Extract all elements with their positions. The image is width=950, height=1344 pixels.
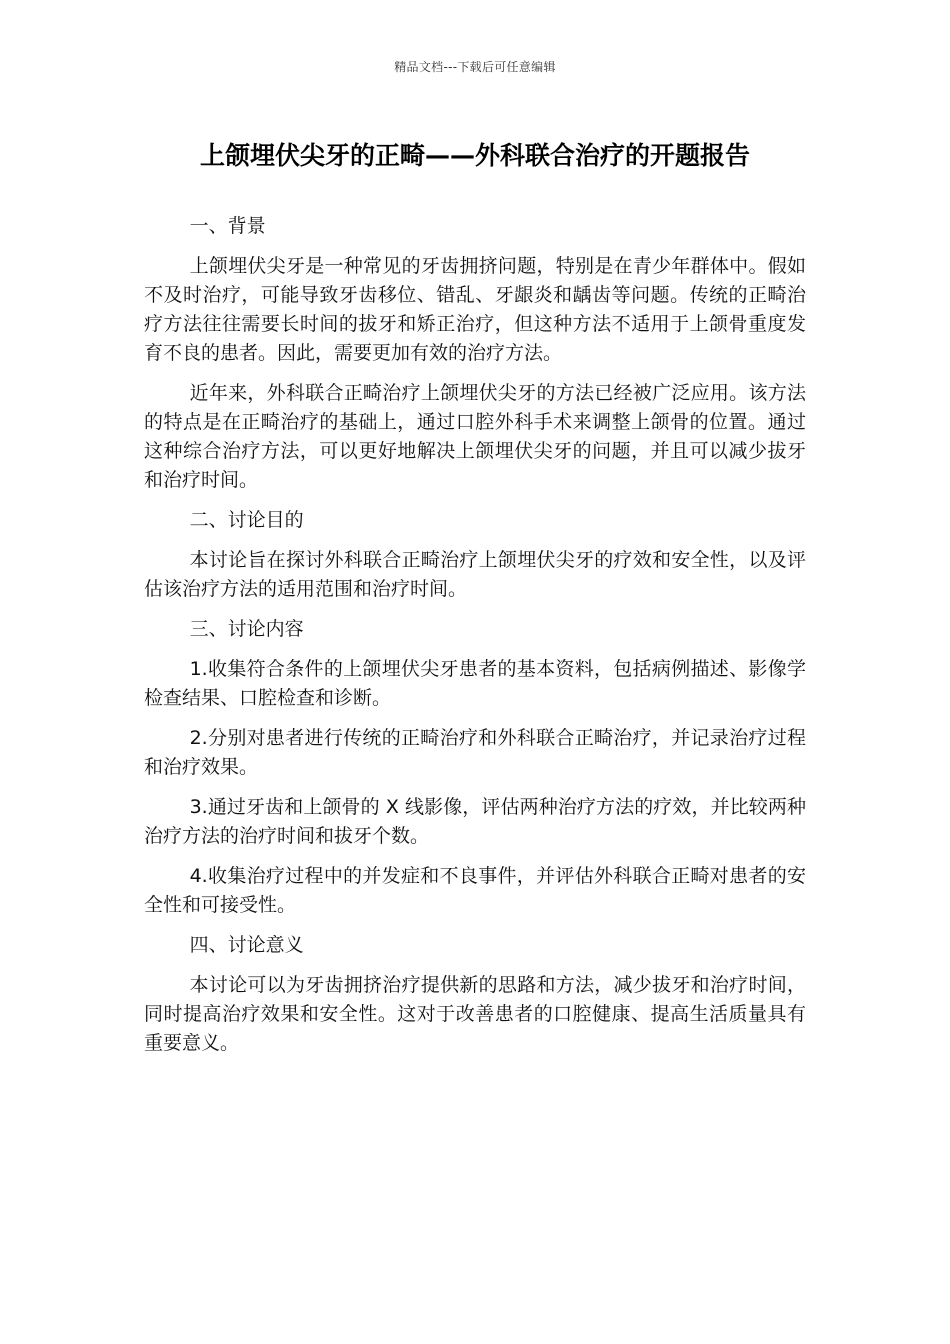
content-item-3: 3.通过牙齿和上颌骨的 X 线影像，评估两种治疗方法的疗效，并比较两种治疗方法的治疗时间和拔牙个数。 [144, 796, 806, 847]
section-heading-content: 三、讨论内容 [189, 618, 304, 640]
section-heading-background: 一、背景 [189, 215, 266, 237]
content-item-1: 1.收集符合条件的上颌埋伏尖牙患者的基本资料，包括病例描述、影像学检查结果、口腔检查和诊断。 [144, 658, 806, 709]
header-note: 精品文档---下载后可任意编辑 [394, 60, 556, 74]
section-heading-significance: 四、讨论意义 [189, 934, 304, 956]
document-title: 上颌埋伏尖牙的正畸——外科联合治疗的开题报告 [199, 141, 750, 170]
document-body [144, 212, 806, 1069]
content-item-4: 4.收集治疗过程中的并发症和不良事件，并评估外科联合正畸对患者的安全性和可接受性。 [144, 865, 806, 916]
section-heading-purpose: 二、讨论目的 [189, 509, 304, 531]
content-item-2: 2.分别对患者进行传统的正畸治疗和外科联合正畸治疗，并记录治疗过程和治疗效果。 [144, 727, 806, 778]
paragraph-background-1: 上颌埋伏尖牙是一种常见的牙齿拥挤问题，特别是在青少年群体中。假如不及时治疗，可能导致牙齿移位、错乱、牙龈炎和龋齿等问题。传统的正畸治疗方法往往需要长时间的拔牙和矫正治疗，但这种方法不适用于上颌骨重度发育不良的患者。因此，需要更加有效的治疗方法。 [144, 255, 806, 364]
paragraph-purpose: 本讨论旨在探讨外科联合正畸治疗上颌埋伏尖牙的疗效和安全性，以及评估该治疗方法的适用范围和治疗时间。 [144, 549, 806, 600]
paragraph-significance: 本讨论可以为牙齿拥挤治疗提供新的思路和方法，减少拔牙和治疗时间，同时提高治疗效果和安全性。这对于改善患者的口腔健康、提高生活质量具有重要意义。 [144, 974, 806, 1054]
paragraph-background-2: 近年来，外科联合正畸治疗上颌埋伏尖牙的方法已经被广泛应用。该方法的特点是在正畸治疗的基础上，通过口腔外科手术来调整上颌骨的位置。通过这种综合治疗方法，可以更好地解决上颌埋伏尖牙的问题，并且可以减少拔牙和治疗时间。 [144, 382, 806, 491]
